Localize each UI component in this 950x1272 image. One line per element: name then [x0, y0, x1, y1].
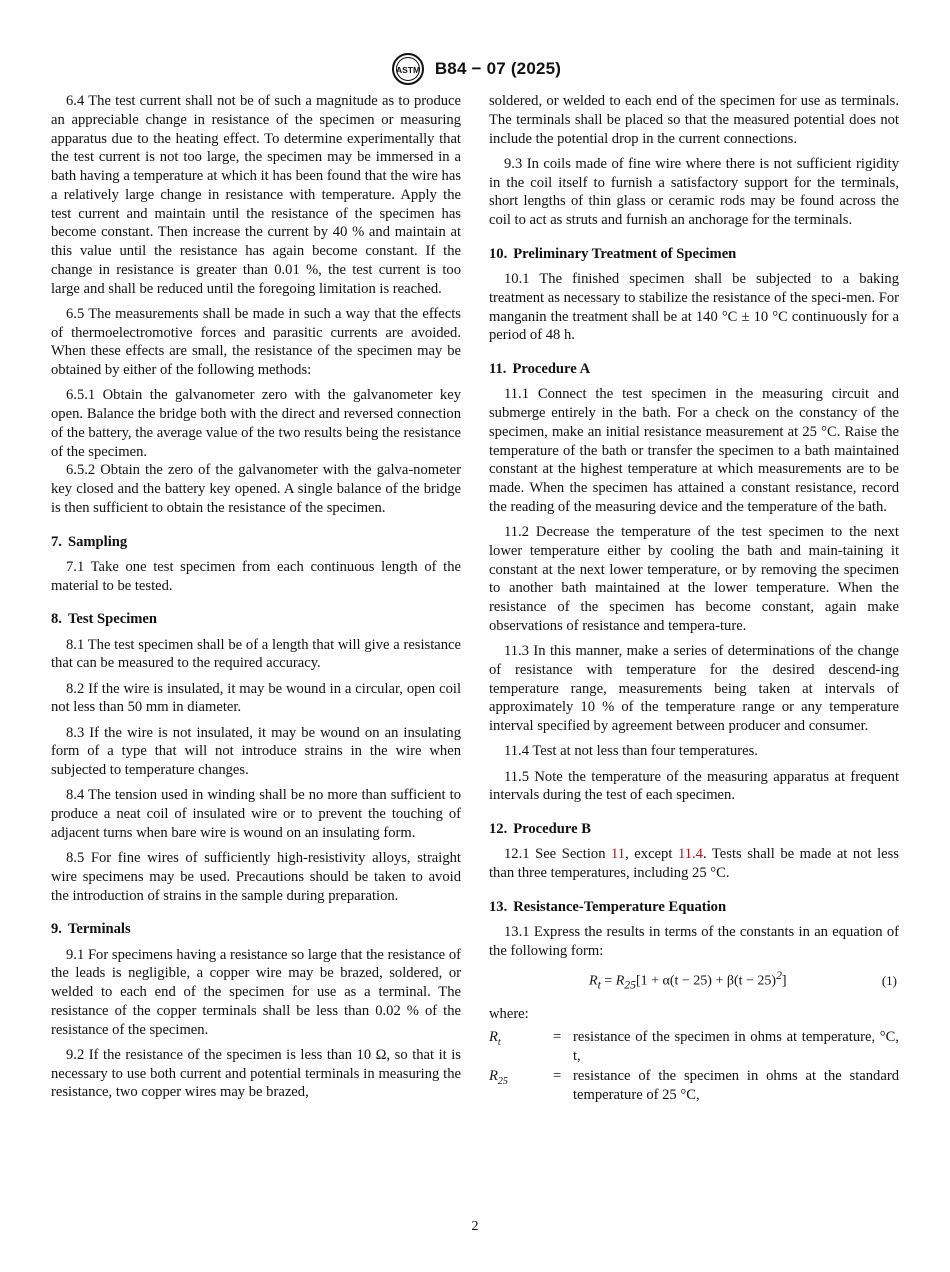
right-column — [489, 92, 899, 1107]
paragraph-13-1: 13.1 Express the results in terms of the constants in an equation of the following form: — [489, 924, 899, 959]
paragraph-9-2: 9.2 If the resistance of the specimen is less than 10 Ω, so that it is necessary to use both current and potential terminals in measuring the resistance, two copper wires may be brazed, — [51, 1046, 461, 1101]
section-heading-11: 11. Procedure A — [489, 361, 591, 377]
paragraph-7-1: 7.1 Take one test specimen from each continuous length of the material to be tested. — [51, 558, 461, 594]
section-heading-7: 7. Sampling — [51, 533, 128, 550]
paragraph-11-2: 11.2 Decrease the temperature of the test specimen to the next lower temperature either by cooling the bath and main-taining it constant at the next lower temperature, or by removing the specimen to another bath maintained at the lower temperature. When the resistance of the specimen has become constant, again make observations of resistance and tempera-ture. — [489, 524, 899, 634]
paragraph-11-3: 11.3 In this manner, make a series of determinations of the change of resistance with temperature for the desired descend-ing temperature range, measurements being taken at intervals of approximately 10 % of the temperature range or any temperature interval specified by agreement between producer and consumer. — [489, 643, 899, 734]
paragraph-10-1: 10.1 The finished specimen shall be subjected to a baking treatment as necessary to stabilize the resistance of the speci-men. For manganin the treatment shall be at 140 °C ± 10 °C continuously for a period of 48 h. — [489, 271, 899, 344]
paragraph-8-3: 8.3 If the wire is not insulated, it may be wound on an insulating form of a type that will not introduce strains in the wire when subjected to temperature changes. — [51, 724, 461, 778]
paragraph-9-2-continued: soldered, or welded to each end of the specimen for use as terminals. The terminals shall be placed so that the measured potential does not include the potential drop in the current connections. — [489, 93, 899, 147]
equation-1 — [489, 967, 899, 995]
paragraph-6-5: 6.5 The measurements shall be made in such a way that the effects of thermoelectromotive forces and parasitic currents are avoided. When these effects are small, the resistance of the specimen may be obtained by either of the following methods: — [51, 305, 461, 378]
page-number: 2 — [471, 1219, 479, 1234]
section-11-link[interactable]: 11 — [611, 846, 626, 863]
section-heading-12: 12. Procedure B — [489, 821, 591, 837]
paragraph-8-4: 8.4 The tension used in winding shall be no more than sufficient to produce a neat coil of insulated wire or to prevent the touching of adjacent turns when bare wire is wound on an insulating form. — [51, 787, 461, 841]
definition-row: $R_{25}$ = resistance of the specimen in ohms at the standard temperature of 25 °C, — [489, 1068, 899, 1104]
definition-text: resistance of the specimen in ohms at temperature, °C, t, — [573, 1028, 899, 1064]
section-heading-13: 13. Resistance-Temperature Equation — [489, 898, 727, 915]
definition-text: resistance of the specimen in ohms at the standard temperature of 25 °C, — [573, 1068, 899, 1104]
equation-formula: $R_t = R_{25}[1 + \alpha(t - 25) + \beta(t - 25)^2]$ — [589, 969, 787, 992]
paragraph-11-4: 11.4 Test at not less than four temperatures. — [504, 743, 758, 760]
section-heading-10: 10. Preliminary Treatment of Specimen — [489, 245, 737, 262]
paragraph-8-5: 8.5 For fine wires of sufficiently high-resistivity alloys, straight wire specimens may be used. Precautions should be taken to avoid the introduction of strains in the sample during preparation. — [51, 850, 461, 904]
left-column — [51, 92, 461, 1109]
section-11-4-link[interactable]: 11.4 — [677, 846, 703, 863]
astm-logo-icon — [389, 52, 427, 86]
section-heading-8: 8. Test Specimen — [51, 611, 158, 628]
paragraph-8-2: 8.2 If the wire is insulated, it may be wound in a circular, open coil not less than 50 mm in diameter. — [51, 680, 461, 716]
definition-symbol: $R_t$ — [489, 1028, 501, 1048]
page-header — [0, 52, 950, 86]
paragraph-9-1: 9.1 For specimens having a resistance so large that the resistance of the leads is negligible, a copper wire may be brazed, soldered, or welded to each end of the specimen for use as a terminal. The resistance of the copper terminals shall be less than 0.02 % of the resistance of the specimen. — [51, 946, 461, 1038]
document-designation: B84 − 07 (2025) — [434, 59, 562, 78]
paragraph-6-5-2: 6.5.2 Obtain the zero of the galvanometer with the galva-nometer key closed and the battery key opened. A single balance of the bridge is then sufficient to obtain the resistance of the specimen. — [51, 462, 461, 516]
paragraph-8-1: 8.1 The test specimen shall be of a length that will give a resistance that can be measured to the required accuracy. — [51, 636, 461, 672]
paragraph-9-3: 9.3 In coils made of fine wire where there is not sufficient rigidity in the coil itself to furnish a satisfactory support for the terminals, short lengths of thin glass or ceramic rods may be found across the coil to act as struts and furnish an anchorage for the terminals. — [489, 155, 899, 228]
paragraph-6-4: 6.4 The test current shall not be of such a magnitude as to produce an appreciable change in resistance of the specimen or measuring apparatus due to the heating effect. To determine experimentally that the test current is not too large, the specimen may be immersed in a bath having a temperature at which it has been found that the wire has a relatively large change in resistance with temperature. Apply the test current and maintain until the resistance of the specimen has become constant. Then increase the current by 40 % and maintain at this value until the resistance has again become constant. If the change in resistance is greater than 0.01 %, the test current is too large and shall be reduced until the foregoing limitation is reached. — [51, 93, 461, 297]
definition-symbol: $R_{25}$ — [489, 1068, 508, 1088]
section-heading-9: 9. Terminals — [51, 921, 131, 938]
paragraph-11-5: 11.5 Note the temperature of the measuring apparatus at frequent intervals during the test of each specimen. — [489, 768, 899, 804]
paragraph-6-5-1: 6.5.1 Obtain the galvanometer zero with the galvanometer key open. Balance the bridge both with the direct and reversed connection of the battery, the average value of the two results being the resistance of the specimen. — [51, 387, 461, 460]
equation-number: (1) — [881, 972, 897, 988]
where-label: where: — [489, 1006, 529, 1023]
paragraph-12-1: 12.1 See Section 11, except 11.4. Tests shall be made at not less than three temperatures, including 25 °C. — [489, 846, 899, 881]
definition-row: $R_t$ = resistance of the specimen in ohms at temperature, °C, t, — [489, 1028, 899, 1064]
paragraph-11-1: 11.1 Connect the test specimen in the measuring circuit and submerge entirely in the bath. For a check on the constancy of the specimen, make an initial resistance measurement at 25 °C. Raise the temperature of the bath or transfer the specimen to a bath maintained constant at the highest temperature at which measurements are to be made. When the specimen has attained a constant resistance, record the reading of the measuring device and the temperature of the bath. — [489, 386, 899, 515]
svg-text:ASTM: ASTM — [395, 65, 420, 75]
